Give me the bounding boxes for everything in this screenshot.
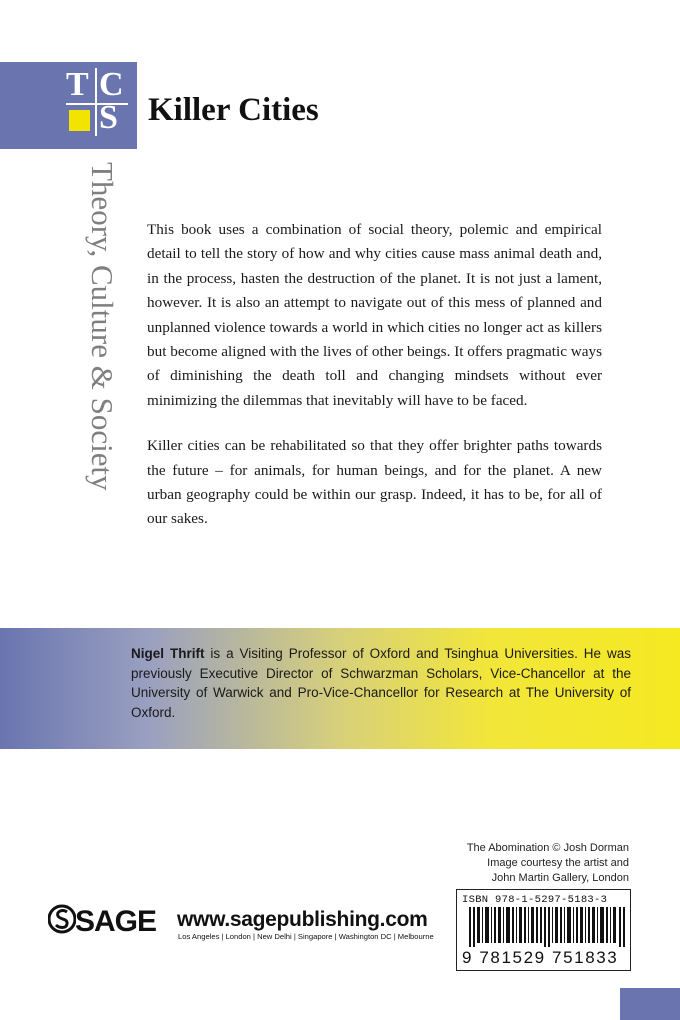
publisher-name: SAGE <box>75 905 157 938</box>
image-credit-line: John Martin Gallery, London <box>491 872 629 884</box>
logo-hdivider <box>66 103 128 105</box>
barcode-bars <box>469 907 625 947</box>
logo-divider <box>95 68 97 136</box>
sage-logo-icon <box>48 903 76 935</box>
logo-letter-s: S <box>99 99 118 136</box>
author-bio-text: is a Visiting Professor of Oxford and Tsinghua Universities. He was previously Executive Director of Schwarzman Scholars, Vice-Chancellor at the University of Warwick and Pro-Vice-Chancellor for Research at The University of Oxford. <box>131 646 631 720</box>
image-credit-line: The Abomination © Josh Dorman <box>466 842 629 854</box>
book-title: Killer Cities <box>148 92 319 128</box>
corner-block <box>620 988 680 1020</box>
blurb-paragraph: This book uses a combination of social theory, polemic and empirical detail to tell the story of how and why cities cause mass animal death and, in the process, hasten the destruction of the planet. It is not just a lament, however. It is also an attempt to navigate out of this mess of planned and unplanned violence towards a world in which cities no longer act as killers but become aligned with the lives of other beings. It offers pragmatic ways of diminishing the death toll and changing mindsets without ever minimizing the dilemmas that inevitably will have to be faced. <box>147 221 602 409</box>
logo-yellow-square <box>69 110 90 131</box>
blurb-paragraph: Killer cities can be rehabilitated so that they offer brighter paths towards the future – for animals, for human beings, and for the planet. A new urban geography could be within our grasp. Indeed, it has to be, for all of our sakes. <box>147 437 602 528</box>
author-name: Nigel Thrift <box>131 646 205 661</box>
barcode-digits: 9 781529 751833 <box>462 948 619 967</box>
image-credit-line: Image courtesy the artist and <box>487 857 629 869</box>
series-name: Theory, Culture & Society <box>85 162 120 491</box>
logo-letter-t: T <box>66 66 89 103</box>
image-credit <box>440 841 629 886</box>
isbn-label: ISBN 978-1-5297-5183-3 <box>462 894 608 906</box>
publisher-cities: Los Angeles | London | New Delhi | Singapore | Washington DC | Melbourne <box>178 932 434 941</box>
publisher-url[interactable]: www.sagepublishing.com <box>177 908 428 931</box>
book-blurb <box>147 218 602 553</box>
logo-letter-c: C <box>99 66 124 103</box>
author-bio <box>131 644 631 722</box>
